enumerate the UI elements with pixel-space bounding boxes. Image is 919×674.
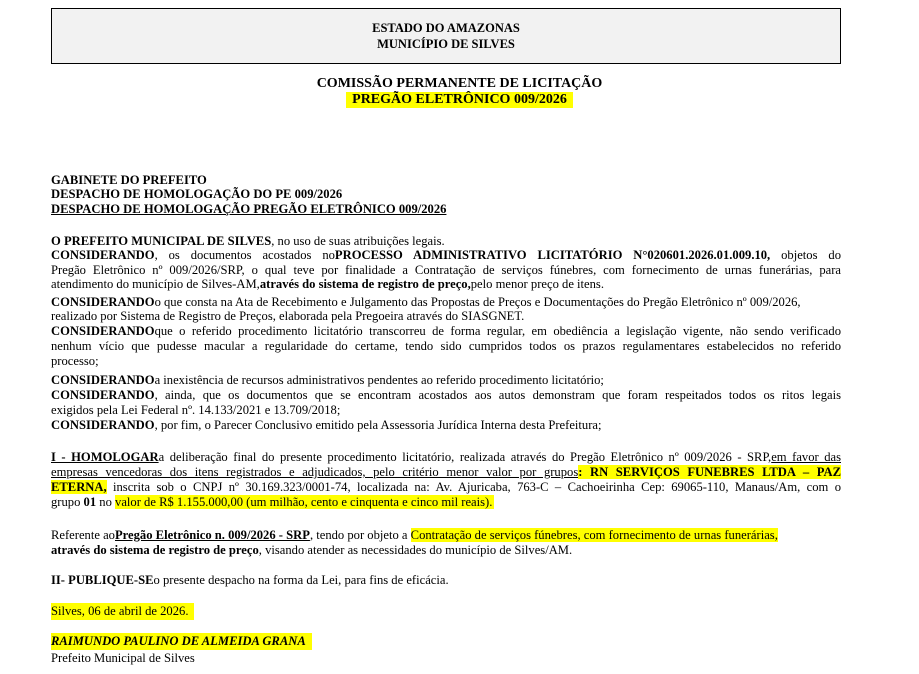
reference-text: , visando atender as necessidades do município de Silves/AM. (258, 543, 573, 557)
process-number: PROCESSO ADMINISTRATIVO LICITATÓRIO N°020601.2026.01.009.10, (334, 248, 771, 262)
auction-reference: Pregão Eletrônico n. 009/2026 - SRP (114, 528, 310, 542)
considering-3-line-3: processo; (51, 354, 99, 368)
considering-text: pelo menor preço de itens. (470, 277, 604, 291)
considering-1-line-3 (51, 277, 604, 291)
homologation-line-3 (51, 480, 841, 494)
municipality-heading: MUNICÍPIO DE SILVES (377, 37, 515, 51)
considering-2-line-2: realizado por Sistema de Registro de Preços, elaborada pela Pregoeira através do SIASGNET. (51, 309, 525, 323)
considering-5-line-1 (51, 388, 841, 402)
mayor-paragraph (51, 234, 445, 248)
letterhead-box (51, 8, 841, 64)
homologation-text: em favor das (771, 450, 841, 464)
considering-5-line-2: exigidos pela Lei Federal nº. 14.133/2021 e 13.709/2018; (51, 403, 341, 417)
considering-text: que o referido procedimento licitatório transcorreu de forma regular, em obediência a legislação vigente, não sendo verificado (154, 324, 841, 338)
considering-label: CONSIDERANDO (51, 418, 155, 432)
auction-title-row (0, 92, 919, 108)
registry-system-text: através do sistema de registro de preço (51, 543, 259, 557)
homologation-line-1 (51, 450, 841, 464)
commission-title: COMISSÃO PERMANENTE DE LICITAÇÃO (316, 76, 603, 91)
considering-2-line-1 (51, 295, 801, 309)
considering-text: objetos do (770, 248, 841, 262)
registry-system-text: através do sistema de registro de preço, (259, 277, 471, 291)
considering-3-line-1 (51, 324, 841, 338)
group-number: 01 (83, 495, 97, 509)
considering-1-line-1 (51, 248, 841, 262)
mayor-title: O PREFEITO MUNICIPAL DE SILVES (51, 234, 272, 248)
winner-company-name: : RN SERVIÇOS FUNEBRES LTDA – PAZ (578, 465, 841, 479)
homologation-text: empresas vencedoras dos itens registrados e adjudicados, pelo critério menor valor por grupos (51, 465, 579, 479)
considering-label: CONSIDERANDO (51, 373, 155, 387)
reference-text: Referente ao (51, 528, 115, 542)
homologation-text: no (96, 495, 116, 509)
signature-role: Prefeito Municipal de Silves (51, 651, 195, 665)
reference-line-2 (51, 543, 572, 557)
considering-text: , ainda, que os documentos que se encontram acostados aos autos demonstram que foram respeitados todos os ritos legais (154, 388, 841, 402)
publish-text: o presente despacho na forma da Lei, para fins de eficácia. (153, 573, 449, 587)
winner-company-name-cont: ETERNA, (51, 480, 107, 494)
considering-label: CONSIDERANDO (51, 295, 155, 309)
homologation-label: I - HOMOLOGAR (51, 450, 159, 464)
signature-name-row (51, 634, 312, 648)
state-heading: ESTADO DO AMAZONAS (372, 21, 520, 35)
signature-name: RAIMUNDO PAULINO DE ALMEIDA GRANA (51, 633, 312, 650)
office-line-3: DESPACHO DE HOMOLOGAÇÃO PREGÃO ELETRÔNICO 009/2026 (51, 202, 447, 216)
reference-text: , tendo por objeto a (309, 528, 411, 542)
considering-text: o que consta na Ata de Recebimento e Julgamento das Propostas de Preços e Documentações do Pregão Eletrônico nº 009/2026, (154, 295, 801, 309)
considering-label: CONSIDERANDO (51, 248, 155, 262)
homologation-text: grupo (51, 495, 84, 509)
considering-6 (51, 418, 602, 432)
considering-3-line-2: nenhum vício que pudesse macular a regularidade do certame, tendo sido cumpridos todos os prazos regulamentares estabelecidos no referido (51, 339, 841, 353)
considering-text: , os documentos acostados no (154, 248, 335, 262)
auction-title: PREGÃO ELETRÔNICO 009/2026 (346, 92, 573, 108)
mayor-text: , no uso de suas atribuições legais. (271, 234, 445, 248)
considering-label: CONSIDERANDO (51, 388, 155, 402)
place-date: Silves, 06 de abril de 2026. (51, 603, 194, 620)
considering-4 (51, 373, 604, 387)
contract-value: valor de R$ 1.155.000,00 (um milhão, cento e cinquenta e cinco mil reais). (115, 495, 493, 509)
publish-label: II- PUBLIQUE-SE (51, 573, 154, 587)
homologation-text: a deliberação final do presente procedimento licitatório, realizada através do Pregão Eletrônico nº 009/2026 - SRP, (158, 450, 772, 464)
considering-1-line-2: Pregão Eletrônico nº 009/2026/SRP, o qual teve por finalidade a Contratação de serviços fúnebres, com fornecimento de urnas funerárias, para (51, 263, 841, 277)
considering-label: CONSIDERANDO (51, 324, 155, 338)
office-line-2: DESPACHO DE HOMOLOGAÇÃO DO PE 009/2026 (51, 187, 343, 201)
office-line-1: GABINETE DO PREFEITO (51, 173, 207, 187)
considering-text: atendimento do município de Silves-AM, (51, 277, 260, 291)
publish-paragraph (51, 573, 449, 587)
object-description: Contratação de serviços fúnebres, com fornecimento de urnas funerárias, (410, 528, 778, 542)
reference-line-1 (51, 528, 778, 542)
homologation-line-2 (51, 465, 841, 479)
place-date-row (51, 604, 194, 618)
considering-text: a inexistência de recursos administrativos pendentes ao referido procedimento licitatório; (154, 373, 604, 387)
homologation-line-4 (51, 495, 494, 509)
considering-text: , por fim, o Parecer Conclusivo emitido pela Assessoria Jurídica Interna desta Prefeitura; (154, 418, 602, 432)
company-details: inscrita sob o CNPJ nº 30.169.323/0001-74, localizada na: Av. Ajuricaba, 763-C – Cachoeirinha Cep: 69065-110, Manaus/Am, com o (106, 480, 841, 494)
